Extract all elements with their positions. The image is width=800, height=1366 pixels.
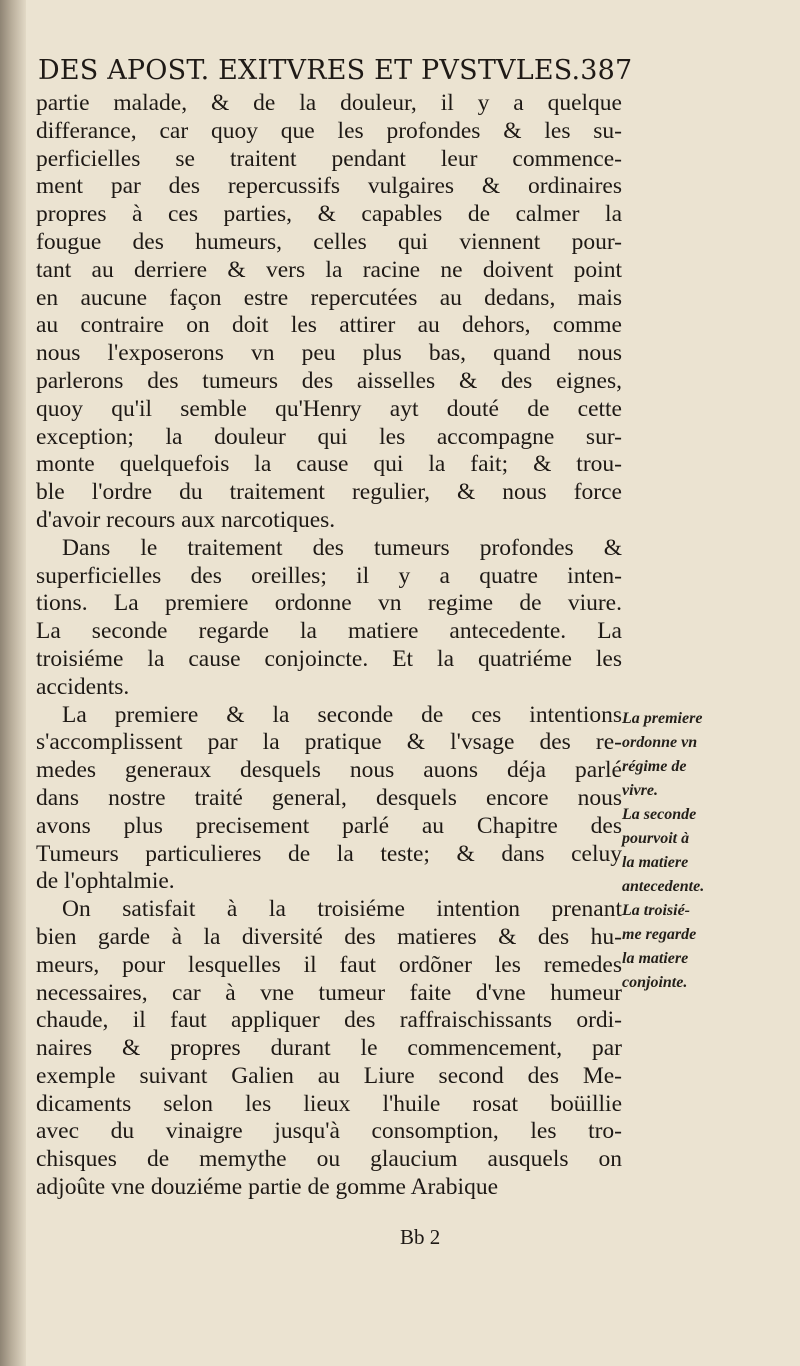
text-line: necessaires, car à vne tumeur faite d'vne humeur	[36, 979, 622, 1006]
margin-note-line: La seconde	[622, 806, 697, 823]
text-line: ment par des repercussifs vulgaires & ordinaires	[36, 173, 622, 200]
paragraph-start-line: On satisfait à la troisiéme intention prenant	[62, 896, 622, 923]
margin-note-line: vivre.	[622, 782, 658, 799]
margin-note-line: la matiere	[622, 950, 689, 967]
margin-notes	[622, 707, 772, 995]
margin-note-line: La troisié-	[622, 902, 690, 919]
text-line: accidents.	[36, 673, 130, 700]
margin-note-first-intention	[622, 707, 772, 803]
text-line: superficielles des oreilles; il y a quatre inten-	[36, 562, 622, 589]
running-title: DES APOST. EXITVRES ET PVSTVLES.	[38, 55, 581, 86]
text-line: medes generaux desquels nous auons déja parlé	[36, 757, 622, 784]
paragraph-start-line: Dans le traitement des tumeurs profondes &	[62, 534, 622, 561]
main-text	[36, 90, 622, 1202]
binding-gutter	[0, 0, 26, 1366]
margin-note-line: La premiere	[622, 710, 703, 727]
text-line: dans nostre traité general, desquels encore nous	[36, 784, 622, 811]
margin-note-second-intention	[622, 803, 772, 899]
text-line: bien garde à la diversité des matieres & des hu-	[36, 923, 622, 950]
text-line: s'accomplissent par la pratique & l'vsage des re-	[36, 729, 622, 756]
text-line: exemple suivant Galien au Liure second des Me-	[36, 1062, 622, 1089]
text-line: avons plus precisement parlé au Chapitre des	[36, 812, 622, 839]
text-line: differance, car quoy que les profondes & les su-	[36, 117, 622, 144]
text-line: monte quelquefois la cause qui la fait; & trou-	[36, 451, 622, 478]
text-line: troisiéme la cause conjoincte. Et la quatriéme les	[36, 645, 622, 672]
text-line: au contraire on doit les attirer au dehors, comme	[36, 312, 622, 339]
margin-note-line: la matiere	[622, 854, 689, 871]
text-line: fougue des humeurs, celles qui viennent pour-	[36, 228, 622, 255]
text-line: chaude, il faut appliquer des raffraischissants ordi-	[36, 1007, 622, 1034]
text-line: naires & propres durant le commencement, par	[36, 1035, 622, 1062]
text-line: ble l'ordre du traitement regulier, & nous force	[36, 479, 622, 506]
text-line: tant au derriere & vers la racine ne doivent point	[36, 256, 622, 283]
text-line: dicaments selon les lieux l'huile rosat boüillie	[36, 1090, 622, 1117]
text-line: propres à ces parties, & capables de calmer la	[36, 201, 622, 228]
text-line: parlerons des tumeurs des aisselles & des eignes,	[36, 367, 622, 394]
text-line: avec du vinaigre jusqu'à consomption, les tro-	[36, 1118, 622, 1145]
paragraph-start-line: La premiere & la seconde de ces intentions	[62, 701, 622, 728]
text-line: tions. La premiere ordonne vn regime de viure.	[36, 590, 622, 617]
text-line: perficielles se traitent pendant leur commence-	[36, 145, 622, 172]
text-line: La seconde regarde la matiere antecedente. La	[36, 618, 622, 645]
text-line: de l'ophtalmie.	[36, 868, 175, 895]
margin-note-line: régime de	[622, 758, 687, 775]
text-line: d'avoir recours aux narcotiques.	[36, 506, 336, 533]
text-line: en aucune façon estre repercutées au dedans, mais	[36, 284, 622, 311]
margin-note-line: antecedente.	[622, 878, 705, 895]
text-line: adjoûte vne douziéme partie de gomme Arabique	[36, 1174, 499, 1201]
text-line: exception; la douleur qui les accompagne sur-	[36, 423, 622, 450]
margin-note-line: ordonne vn	[622, 734, 698, 751]
text-line: quoy qu'il semble qu'Henry ayt douté de cette	[36, 395, 622, 422]
page-number: 387	[580, 55, 633, 86]
running-header	[38, 55, 658, 93]
text-line: partie malade, & de la douleur, il y a quelque	[36, 90, 622, 116]
text-line: nous l'exposerons vn peu plus bas, quand nous	[36, 340, 622, 367]
text-line: meurs, pour lesquelles il faut ordõner les remedes	[36, 951, 622, 978]
margin-note-third-intention	[622, 899, 772, 995]
margin-note-line: conjointe.	[622, 974, 688, 991]
margin-note-line: pourvoit à	[622, 830, 690, 847]
text-line: Tumeurs particulieres de la teste; & dans celuy	[36, 840, 622, 867]
text-line: chisques de memythe ou glaucium ausquels on	[36, 1146, 622, 1173]
margin-note-line: me regarde	[622, 926, 697, 943]
signature-mark: Bb 2	[400, 1225, 441, 1249]
